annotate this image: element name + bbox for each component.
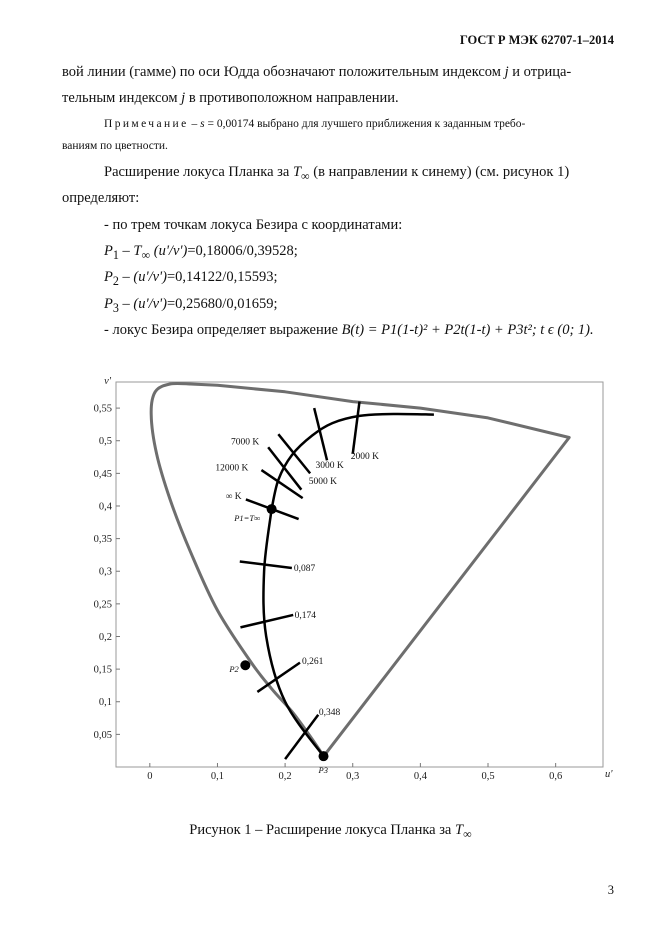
page-number: 3 xyxy=(607,883,614,897)
x-tick-label: 0,3 xyxy=(346,771,360,782)
bezier-point-label: P2 xyxy=(229,664,239,675)
text-run: тельным индексом xyxy=(62,90,182,106)
isotherm-label: 12000 K xyxy=(215,463,249,474)
symbol-P: P xyxy=(104,243,113,259)
isotherm-line xyxy=(314,408,327,460)
x-tick-label: 0,5 xyxy=(481,771,495,782)
isotherm-line xyxy=(240,615,293,627)
uv-coords: – (u'/v') xyxy=(118,296,167,312)
isotherm-line xyxy=(353,402,360,454)
y-tick-label: 0,25 xyxy=(93,599,112,611)
uv-coords: (u'/v') xyxy=(150,243,188,259)
uv-coords: – (u'/v') xyxy=(118,269,167,285)
bezier-point-label: P1=T∞ xyxy=(234,513,261,524)
isotherm-line xyxy=(268,447,301,489)
isotherm-label: 0,348 xyxy=(318,707,341,718)
y-tick-label: 0,1 xyxy=(98,697,112,709)
symbol-T: T xyxy=(292,164,302,180)
symbol-T: T xyxy=(133,243,142,259)
value: =0,18006/0,39528; xyxy=(187,243,298,259)
x-tick-label: 0,2 xyxy=(278,771,292,782)
bezier-point-marker xyxy=(240,660,250,670)
isotherm-label: 7000 K xyxy=(230,437,260,448)
text-run: и отрица- xyxy=(508,64,572,80)
y-tick-label: 0,45 xyxy=(93,468,112,480)
document-header: ГОСТ Р МЭК 62707-1–2014 xyxy=(459,33,614,47)
subscript: 2 xyxy=(112,273,119,288)
y-tick-label: 0,4 xyxy=(98,501,112,513)
symbol-s: s xyxy=(200,118,205,130)
text-run: Расширение локуса Планка за xyxy=(104,164,293,180)
x-tick-label: 0 xyxy=(147,771,153,782)
bezier-expression: B(t) = P1(1-t)² + P2t(1-t) + P3t²; t ϵ (0; 1). xyxy=(341,322,594,338)
subscript: 1 xyxy=(112,247,119,262)
value: =0,14122/0,15593; xyxy=(166,269,278,285)
spectrum-locus-line xyxy=(151,383,569,756)
isotherm-label: ∞ K xyxy=(225,491,242,502)
note-label: Примечание xyxy=(104,118,189,130)
index-j: j xyxy=(504,64,509,80)
y-tick-label: 0,35 xyxy=(93,534,112,546)
subscript-inf: ∞ xyxy=(301,168,310,183)
isotherm-label: 0,087 xyxy=(293,564,316,575)
bezier-point-label: P3 xyxy=(318,765,328,776)
subscript: 3 xyxy=(112,300,119,315)
x-tick-label: 0,6 xyxy=(549,771,563,782)
text-run: - локус Безира определяет выражение xyxy=(104,322,342,338)
y-tick-label: 0,3 xyxy=(98,566,112,578)
x-tick-label: 0,1 xyxy=(210,771,225,782)
text-run: вой линии (гамме) по оси Юдда обозначают положительным индексом xyxy=(62,64,505,80)
symbol-P: P xyxy=(104,296,113,312)
text-run: – xyxy=(118,243,134,259)
isotherm-label: 0,261 xyxy=(302,656,324,667)
note-line-2: ваниям по цветности. xyxy=(62,140,168,152)
bezier-point-marker xyxy=(319,751,329,761)
isotherm-line xyxy=(285,715,318,759)
text-run: – xyxy=(188,118,201,130)
y-tick-label: 0,5 xyxy=(98,436,112,448)
isotherm-label: 2000 K xyxy=(350,452,379,462)
y-tick-label: 0,2 xyxy=(98,631,112,643)
x-axis-label: u' xyxy=(605,769,613,780)
subscript-inf: ∞ xyxy=(463,826,472,841)
subscript-inf: ∞ xyxy=(141,247,151,262)
isotherm-label: 5000 K xyxy=(308,476,338,487)
y-tick-label: 0,55 xyxy=(93,403,112,415)
isotherm-label: 3000 K xyxy=(315,461,344,472)
y-axis-label: v' xyxy=(104,376,111,387)
isotherm-label: 0,174 xyxy=(294,611,316,622)
paragraph-line-5: - по трем точкам локуса Безира с координатами: xyxy=(104,217,403,233)
figure-caption xyxy=(0,822,661,842)
text-run: в противоположном направлении. xyxy=(185,90,399,106)
y-tick-label: 0,05 xyxy=(93,729,112,741)
text-run: = 0,00174 выбрано для лучшего приближения к заданным требо- xyxy=(204,118,526,130)
text-run: (в направлении к синему) (см. рисунок 1) xyxy=(309,164,570,180)
x-tick-label: 0,4 xyxy=(413,771,427,782)
symbol-P: P xyxy=(104,269,113,285)
index-j: j xyxy=(181,90,186,106)
symbol-T: T xyxy=(455,822,464,838)
bezier-point-marker xyxy=(267,504,277,514)
text-run: Рисунок 1 – Расширение локуса Планка за xyxy=(189,822,455,838)
value: =0,25680/0,01659; xyxy=(166,296,278,312)
paragraph-line-4: определяют: xyxy=(62,190,140,206)
y-tick-label: 0,15 xyxy=(93,664,112,676)
